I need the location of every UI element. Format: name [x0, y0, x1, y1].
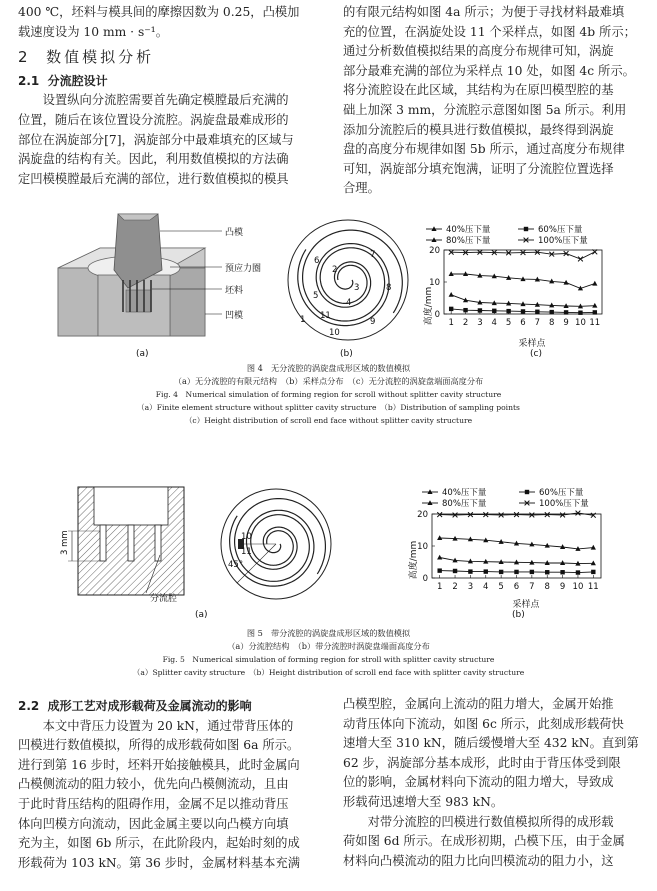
fe-structure-drawing	[58, 214, 222, 336]
x-tick-label: 7	[529, 582, 535, 592]
x-tick-label: 2	[462, 318, 469, 328]
x-tick-label: 6	[513, 582, 520, 592]
text-line: 于此时背压结构的阻碍作用，金属不足以推动背压	[18, 796, 289, 811]
figure-5-caption	[0, 627, 657, 679]
y-tick-label: 20	[429, 246, 440, 256]
legend-40: 40%压下量	[446, 225, 491, 235]
text-line: 添加分流腔后的模具进行数值模拟，最终得到涡旋	[343, 122, 614, 137]
spiral-cavity-position	[221, 489, 331, 599]
data-point	[514, 570, 518, 574]
text-line: 充的位置，在涡旋处设 11 个采样点，如图 4b 所示；	[343, 24, 636, 39]
caption-en-sub: （a）Finite element structure without splitter cavity structure （b）Distribution of sampling points	[137, 403, 520, 412]
data-point	[592, 281, 597, 286]
data-point	[576, 570, 580, 574]
text-line: 凸模型腔，金属向上流动的阻力增大，金属开始推	[343, 697, 614, 711]
legend-swatch	[422, 489, 438, 494]
data-point	[591, 570, 595, 574]
bottom-right-text	[343, 695, 643, 871]
label-prestress-ring: 预应力圈	[225, 264, 262, 274]
data-point	[521, 309, 525, 313]
caption-cn-sub: （a）分流腔结构 （b）带分流腔时涡旋盘端面高度分布	[227, 641, 430, 651]
text-line: 位的影响，金属材料向下流动的阻力增大，导致成	[343, 775, 614, 790]
legend-swatch	[426, 237, 442, 242]
text-line: 62 步，涡旋部分基本成形，此时由于背压体受到限	[343, 755, 621, 770]
data-point	[437, 535, 442, 540]
x-tick-label: 4	[483, 582, 489, 592]
data-point	[592, 303, 597, 308]
data-point	[449, 307, 453, 311]
caption-en: Fig. 4 Numerical simulation of forming region for scroll without splitter cavity structure	[155, 390, 502, 399]
text-line: 荷如图 6d 所示。在成形初期，凸模下压，由于金属	[343, 834, 625, 849]
figure-4-caption	[0, 362, 657, 427]
text-line: 部位在涡旋部分[7]，涡旋部分中最难填充的区域与	[18, 132, 294, 147]
point-label: 9	[370, 317, 376, 327]
data-point	[560, 570, 564, 574]
data-point	[499, 570, 503, 574]
plot-area	[417, 510, 601, 592]
legend-100: 100%压下量	[539, 499, 589, 509]
data-point	[449, 292, 454, 297]
x-tick-label: 1	[448, 318, 454, 328]
x-tick-label: 6	[520, 318, 526, 328]
data-point	[468, 569, 472, 573]
caption-en-sub: （a）Splitter cavity structure （b）Height distribution of scroll end face with splitter cavity structure	[132, 668, 525, 677]
angle-label: 45°	[228, 560, 244, 570]
subsection-heading: 2.2 成形工艺对成形载荷及金属流动的影响	[18, 699, 252, 713]
data-point	[437, 555, 442, 560]
data-point	[591, 560, 596, 565]
subfig-label-b: (b)	[340, 349, 353, 359]
text-line: 础上加深 3 mm，分流腔示意图如图 5a 所示。利用	[343, 102, 627, 117]
data-point	[578, 311, 582, 315]
data-point	[530, 570, 534, 574]
x-tick-label: 2	[452, 582, 458, 592]
data-point	[437, 568, 441, 572]
text-line: 设置纵向分流腔需要首先确定模膛最后充满的	[42, 93, 289, 108]
text-line: 形载荷迅速增大至 983 kN。	[343, 794, 504, 809]
x-tick-label: 1	[436, 582, 443, 592]
chart-ylabel: 高度/mm	[409, 540, 419, 580]
text-line: 体向凹模方向流动，因此金属主要以向凸模方向填	[18, 816, 289, 831]
x-tick-label: 8	[544, 582, 550, 592]
data-point	[578, 257, 583, 262]
subsection-heading: 2.1 分流腔设计	[18, 73, 108, 88]
y-tick-label: 20	[417, 510, 428, 520]
x-tick-label: 8	[549, 318, 555, 328]
chart-xlabel: 采样点	[518, 339, 546, 349]
text-line: 部分最难充满的部位为采样点 10 处，如图 4c 所示。	[343, 63, 635, 78]
text-line: 可知，涡旋部分填充饱满，证明了分流腔位置选择	[343, 161, 614, 176]
series-3	[437, 535, 596, 551]
label-die: 凹模	[225, 311, 244, 321]
series-line	[451, 274, 595, 288]
legend-80: 80%压下量	[446, 236, 491, 246]
data-point	[550, 310, 554, 314]
legend-40: 40%压下量	[442, 488, 487, 498]
caption-en-sub: （c）Height distribution of scroll end face without splitter cavity structure	[184, 416, 473, 425]
legend-swatch	[519, 490, 535, 494]
legend-100: 100%压下量	[538, 236, 588, 246]
x-tick-label: 11	[587, 582, 599, 592]
point-label: 6	[314, 256, 320, 266]
data-point	[492, 309, 496, 313]
point-label: 10	[329, 328, 340, 338]
text-line: 合理。	[343, 181, 380, 196]
text-line: 对带分流腔的凹模进行数值模拟所得的成形载	[367, 814, 614, 829]
data-point	[535, 310, 539, 314]
data-point	[564, 310, 568, 314]
text-line: 凸模侧流动的阻力较小，优先向凸模侧流动，且由	[18, 777, 289, 792]
text-line: 材料向凸模流动的阻力比向凹模流动的阻力小，这	[343, 853, 614, 868]
caption-cn-sub: （a）无分流腔的有限元结构 （b）采样点分布 （c）无分流腔的涡旋盘端面高度分布	[173, 376, 484, 386]
text-line: 进行到第 16 步时，坯料开始接触模具，此时金属向	[18, 757, 300, 772]
subfig-label-c: (c)	[530, 349, 542, 359]
text-line: 动背压体向下流动，如图 6c 所示，此刻成形载荷快	[343, 716, 624, 731]
text-line: 涡旋盘的结构有关。因此，利用数值模拟的方法确	[18, 152, 289, 167]
point-label: 3	[354, 283, 360, 293]
data-point	[453, 569, 457, 573]
series-3	[449, 271, 598, 290]
y-tick-label: 0	[422, 574, 428, 584]
data-point	[545, 570, 549, 574]
data-point	[506, 309, 510, 313]
series-1	[449, 292, 598, 308]
y-tick-label: 0	[434, 310, 440, 320]
caption-cn: 图 5 带分流腔的涡旋盘成形区域的数值模拟	[246, 628, 411, 638]
data-point	[591, 545, 596, 550]
legend-swatch	[519, 501, 535, 506]
data-point	[463, 308, 467, 312]
x-tick-label: 3	[467, 582, 474, 592]
x-tick-label: 7	[534, 318, 541, 328]
caption-en: Fig. 5 Numerical simulation of forming region for stroll with splitter cavity structure	[162, 655, 495, 664]
plot-area	[429, 246, 602, 328]
series-2	[437, 568, 595, 574]
point-label: 11	[320, 311, 331, 321]
text-line: 载速度设为 10 mm · s⁻¹。	[18, 24, 169, 39]
point-label: 8	[386, 283, 392, 293]
chart-ylabel: 高度/mm	[424, 286, 434, 326]
x-tick-label: 10	[572, 582, 584, 592]
section-heading: 2 数值模拟分析	[18, 48, 155, 67]
subfig-label-a: (a)	[136, 349, 149, 359]
text-line: 通过分析数值模拟结果的高度分布规律可知，涡旋	[343, 44, 614, 59]
data-point	[478, 308, 482, 312]
legend-marker	[524, 227, 528, 231]
point-label: 4	[346, 298, 352, 308]
spiral-sampling-diagram	[288, 220, 408, 340]
series-4	[449, 250, 597, 262]
text-line: 形载荷为 103 kN。第 36 步时，金属材料基本充满	[18, 855, 301, 870]
bottom-left-text	[18, 695, 323, 873]
legend-swatch	[426, 226, 442, 231]
point-label: 7	[370, 250, 376, 260]
chart-4c	[420, 222, 620, 350]
legend-swatch	[518, 227, 534, 231]
chart-legend	[442, 487, 589, 509]
chart-5b	[404, 482, 619, 610]
plot-frame	[432, 514, 601, 578]
top-left-text	[18, 3, 323, 189]
series-1	[437, 555, 596, 566]
text-line: 的有限元结构如图 4a 所示；为便于寻找材料最难填	[343, 5, 625, 19]
x-tick-label: 4	[491, 318, 497, 328]
text-line: 充为主，如图 6b 所示，在此阶段内，起始时刻的成	[18, 836, 300, 851]
caption-cn: 图 4 无分流腔的涡旋盘成形区域的数值模拟	[246, 363, 411, 373]
splitter-cavity-structure	[68, 487, 184, 595]
legend-swatch	[518, 238, 534, 243]
legend-80: 80%压下量	[442, 499, 487, 509]
text-line: 速增大至 310 kN，随后缓慢增大至 432 kN。直到第	[343, 736, 639, 751]
point-11-label: 11	[241, 547, 252, 557]
text-line: 400 ℃，坯料与模具间的摩擦因数为 0.25，凸模加	[18, 5, 300, 19]
chart-xlabel: 采样点	[512, 600, 540, 610]
chart-legend	[446, 224, 588, 246]
data-point	[593, 310, 597, 314]
text-line: 定凹模模膛最后充满的部位，进行数值模拟的模具	[18, 171, 289, 186]
x-tick-label: 9	[559, 582, 566, 592]
cavity-label: 分流腔	[150, 594, 178, 604]
x-tick-label: 5	[505, 318, 512, 328]
data-point	[484, 569, 488, 573]
text-line: 将分流腔设在此区域，其结构为在原凹模型腔的基	[343, 83, 614, 98]
dim-label: 3 mm	[60, 530, 70, 555]
text-line: 盘的高度分布规律如图 5b 所示，通过高度分布规律	[343, 142, 625, 157]
y-tick-label: 10	[417, 542, 428, 552]
point-10-label: 10	[241, 532, 252, 542]
top-right-text	[343, 3, 643, 199]
label-blank: 坯料	[225, 286, 244, 296]
y-tick-label: 10	[429, 278, 440, 288]
legend-60: 60%压下量	[539, 488, 584, 498]
legend-swatch	[422, 500, 438, 505]
label-punch: 凸模	[225, 228, 244, 238]
subfig-label-5a: (a)	[195, 610, 208, 620]
x-tick-label: 9	[563, 318, 569, 328]
point-label: 5	[313, 291, 319, 301]
text-line: 本文中背压力设置为 20 kN，通过带背压体的	[42, 718, 294, 733]
legend-marker	[525, 490, 529, 494]
point-label: 1	[300, 315, 306, 325]
x-tick-label: 11	[589, 318, 601, 328]
subfig-label-5b: (b)	[512, 610, 525, 620]
x-tick-label: 10	[575, 318, 586, 328]
x-tick-label: 3	[477, 318, 483, 328]
text-line: 凹模进行数值模拟，所得的成形载荷如图 6a 所示。	[18, 738, 300, 753]
legend-60: 60%压下量	[538, 225, 583, 235]
point-label: 2	[332, 265, 338, 275]
x-tick-label: 5	[498, 582, 504, 592]
text-line: 位置，随后在该位置设分流腔。涡旋盘最难成形的	[18, 112, 289, 127]
